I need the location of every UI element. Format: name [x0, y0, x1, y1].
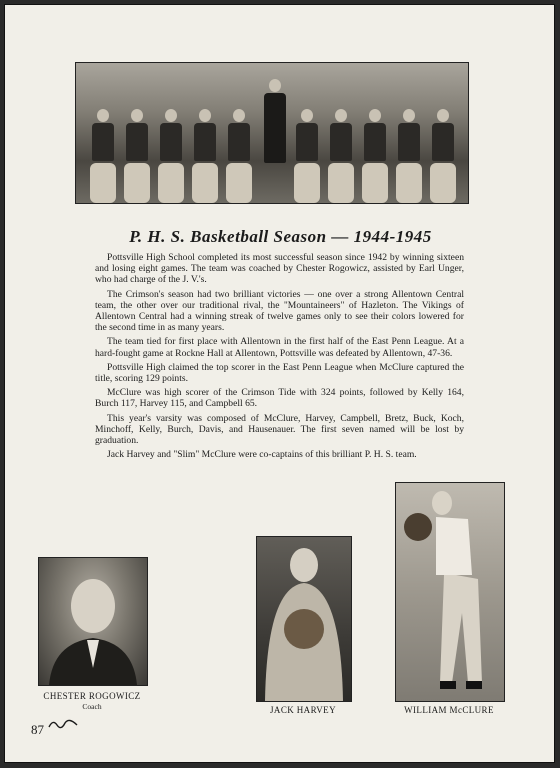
- player-figure: [396, 109, 422, 203]
- player-figure: [90, 109, 116, 203]
- player-figure: [430, 109, 456, 203]
- player-figure: [294, 109, 320, 203]
- coach-caption: [38, 691, 146, 711]
- coach-figure: [260, 79, 290, 163]
- player-figure: [362, 109, 388, 203]
- player-figure: [124, 109, 150, 203]
- player-figure: [192, 109, 218, 203]
- portrait-silhouette: [396, 483, 504, 701]
- mcclure-caption: WILLIAM McCLURE: [404, 705, 494, 715]
- coach-name: CHESTER ROGOWICZ: [43, 691, 141, 701]
- player-figure: [158, 109, 184, 203]
- page-title: P. H. S. Basketball Season — 1944-1945: [129, 227, 432, 246]
- paragraph: Pottsville High claimed the top scorer in the East Penn League when McClure captured the title, scoring 129 points.: [95, 361, 464, 385]
- yearbook-page: [4, 4, 555, 763]
- paragraph: The Crimson's season had two brilliant victories — one over a strong Allentown Central team, the other over our traditional rival, the "Mountaineers" of Hazleton. The Vikings of Allentown Central had a winning streak of twelve games only to see their colors lowered for the second time in as many years.: [95, 288, 464, 334]
- page-number: 87: [31, 722, 44, 737]
- paragraph: The team tied for first place with Allentown in the first half of the East Penn League. At a hard-fought game at Rockne Hall at Allentown, Pottsville was defeated by Allentown, 47-36.: [95, 336, 464, 359]
- coach-portrait: [38, 557, 148, 686]
- coach-role: Coach: [82, 702, 102, 711]
- portrait-silhouette: [257, 537, 351, 701]
- signature-mark-icon: [47, 717, 79, 731]
- paragraph: Pottsville High School completed its most successful season since 1942 by winning sixteen and losing eight games. The team was coached by Chester Rogowicz, assisted by Earl Unger, who had charge of the J. V.'s.: [95, 252, 464, 286]
- article-body: [95, 252, 464, 463]
- paragraph: This year's varsity was composed of McClure, Harvey, Campbell, Bretz, Buck, Koch, Minchoff, Kelly, Burch, Davis, and Hausenauer. The first seven named will be lost by graduation.: [95, 412, 464, 447]
- portrait-silhouette: [39, 558, 147, 685]
- harvey-portrait: [256, 536, 352, 702]
- team-photo: [75, 62, 469, 204]
- paragraph: Jack Harvey and "Slim" McClure were co-captains of this brilliant P. H. S. team.: [107, 449, 417, 461]
- paragraph: McClure was high scorer of the Crimson Tide with 324 points, followed by Kelly 164, Burch 117, Harvey 115, and Campbell 65.: [95, 387, 464, 410]
- mcclure-portrait: [395, 482, 505, 702]
- player-figure: [226, 109, 252, 203]
- player-figure: [328, 109, 354, 203]
- harvey-caption: JACK HARVEY: [270, 705, 336, 715]
